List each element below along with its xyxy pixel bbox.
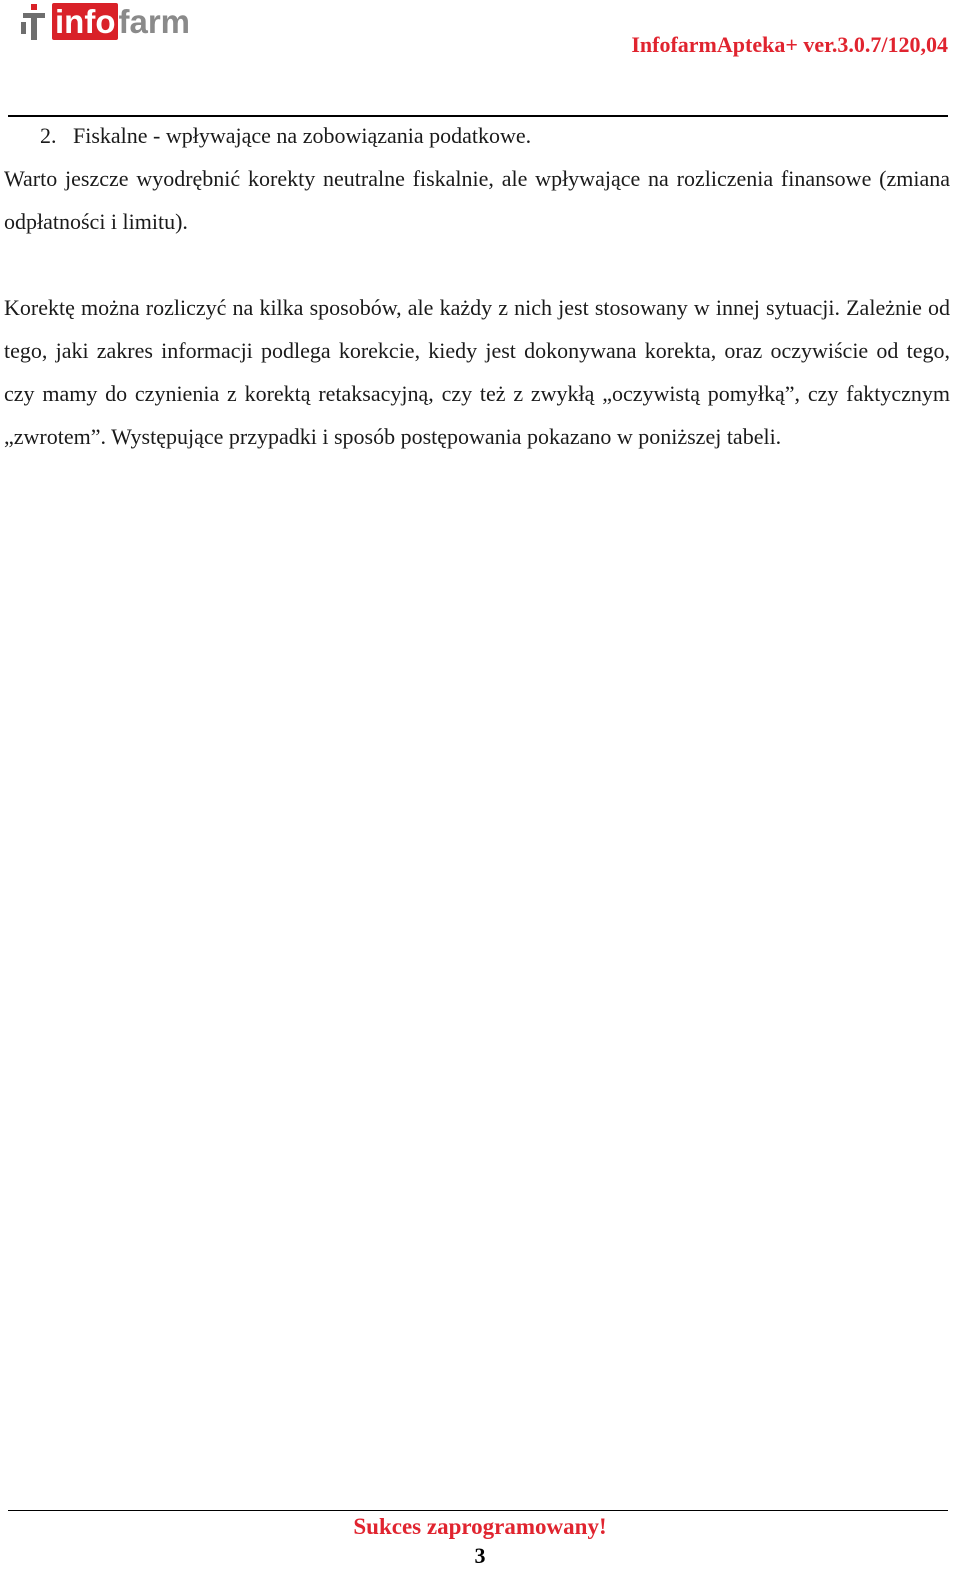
logo-text-info: info	[52, 3, 118, 40]
footer-divider	[8, 1510, 948, 1511]
document-header-title: InfofarmApteka+ ver.3.0.7/120,04	[631, 32, 948, 57]
company-logo	[18, 2, 190, 42]
paragraph-spacer	[4, 243, 950, 286]
pharmacy-logo-icon	[18, 2, 48, 42]
logo-wordmark	[52, 2, 190, 42]
paragraph-neutral-corrections: Warto jeszcze wyodrębnić korekty neutralne fiskalnie, ale wpływające na rozliczenia finansowe (zmiana odpłatności i limitu).	[4, 166, 950, 234]
paragraph-correction-methods: Korektę można rozliczyć na kilka sposobów, ale każdy z nich jest stosowany w innej sytuacji. Zależnie od tego, jaki zakres informacji podlega korekcie, kiedy jest dokonywana korekta, oraz oczywiście od tego, czy mamy do czynienia z korektą retaksacyjną, czy też z zwykłą „oczywistą pomyłką”, czy faktycznym „zwrotem”. Występujące przypadki i sposób postępowania pokazano w poniższej tabeli.	[4, 295, 950, 449]
page-number: 3	[474, 1543, 486, 1568]
list-item-fiscal: 2. Fiskalne - wpływające na zobowiązania podatkowe.	[40, 123, 532, 148]
footer-slogan: Sukces zaprogramowany!	[353, 1514, 607, 1539]
logo-text-farm: farm	[118, 3, 191, 40]
document-body	[4, 114, 950, 458]
